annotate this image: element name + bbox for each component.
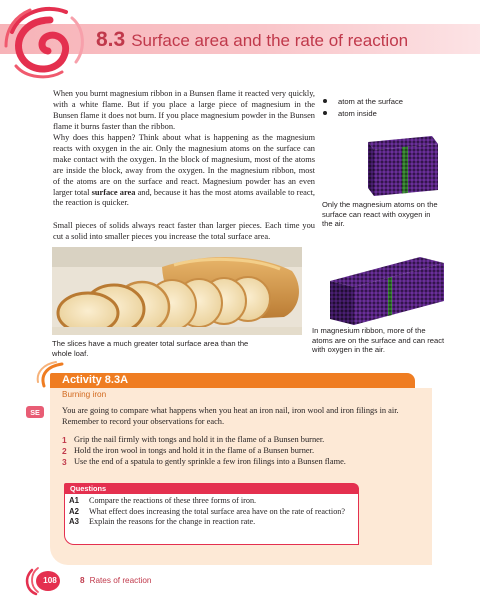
legend-item [323, 107, 403, 119]
section-title: Surface area and the rate of reaction [131, 31, 409, 50]
magnesium-block-diagram [350, 130, 442, 200]
body-paragraph-3: Small pieces of solids always react faster than larger pieces. Each time you cut a solid into smaller pieces you increase the total surface area. [53, 221, 315, 241]
legend-item [323, 95, 403, 107]
step-text: Grip the nail firmly with tongs and hold it in the flame of a Bunsen burner. [74, 435, 325, 444]
para2-start: Why does this happen? Think about what is happening as the magnesium reacts with oxygen in the air. Only the magnesium atoms on the surface can make contact with the oxygen. In the block of magnesium, most of the atoms are inside the block, away from the oxygen. In the magnesium ribbon, most of the atoms are on the surface and react. Magnesium powder has an even larger total [53, 133, 315, 197]
swirl-logo-icon [2, 2, 98, 80]
keyword-surface-area: surface area [91, 187, 136, 197]
question-item [69, 517, 355, 528]
footer-chapter [80, 576, 151, 585]
activity-step [62, 457, 422, 468]
activity-step [62, 446, 422, 457]
magnesium-ribbon-diagram [326, 255, 448, 327]
questions-title: Questions [70, 484, 107, 493]
legend-label: atom at the surface [338, 96, 404, 106]
questions-list [69, 496, 355, 528]
bread-photo [52, 247, 302, 335]
activity-intro: You are going to compare what happens when you heat an iron nail, iron wool and iron filings in air. Remember to record your observations for each. [62, 406, 399, 426]
question-number: A1 [69, 496, 79, 505]
step-number: 2 [62, 445, 67, 456]
question-item [69, 496, 355, 507]
dot-icon [323, 111, 327, 115]
dot-icon [323, 99, 327, 103]
question-item [69, 507, 355, 518]
ribbon-caption: In magnesium ribbon, more of the atoms are on the surface and can react with oxygen in the air. [312, 326, 445, 355]
step-text: Use the end of a spatula to gently sprinkle a few iron filings into a Bunsen flame. [74, 456, 346, 466]
se-badge: SE [26, 406, 44, 418]
activity-steps [62, 435, 422, 468]
step-number: 3 [62, 456, 67, 467]
body-paragraph-1: When you burnt magnesium ribbon in a Bunsen flame it reacted very quickly, with a white flame. But if you place a large piece of magnesium in the Bunsen flame it does not burn. If you place magnesium powder in the Bunsen flame it burns faster than the ribbon. [53, 89, 315, 131]
chapter-title: Rates of reaction [89, 576, 152, 585]
page-number: 108 [43, 576, 57, 585]
atom-legend [323, 95, 403, 119]
page-title [96, 28, 408, 50]
question-number: A3 [69, 517, 79, 527]
section-number: 8.3 [96, 28, 126, 51]
block-caption: Only the magnesium atoms on the surface can react with oxygen in the air. [322, 200, 438, 229]
activity-title: Activity 8.3A [62, 374, 129, 386]
step-number: 1 [62, 435, 67, 445]
step-text: Hold the iron wool in tongs and hold it in the flame of a Bunsen burner. [74, 445, 315, 455]
legend-label: atom inside [338, 108, 377, 118]
questions-header-bar [64, 483, 359, 494]
body-paragraph-2 [53, 133, 315, 209]
question-number: A2 [69, 506, 79, 516]
question-text: Explain the reasons for the change in reaction rate. [89, 517, 256, 527]
para2-end: and, because it has the most atoms available to react, the reaction is quicker. [53, 187, 316, 208]
question-text: What effect does increasing the total surface area have on the rate of reaction? [89, 506, 346, 516]
question-text: Compare the reactions of these three forms of iron. [89, 496, 257, 505]
activity-subtitle: Burning iron [62, 390, 107, 399]
activity-step [62, 435, 422, 446]
chapter-number: 8 [80, 576, 85, 585]
bread-caption: The slices have a much greater total surface area than the whole loaf. [52, 339, 249, 358]
